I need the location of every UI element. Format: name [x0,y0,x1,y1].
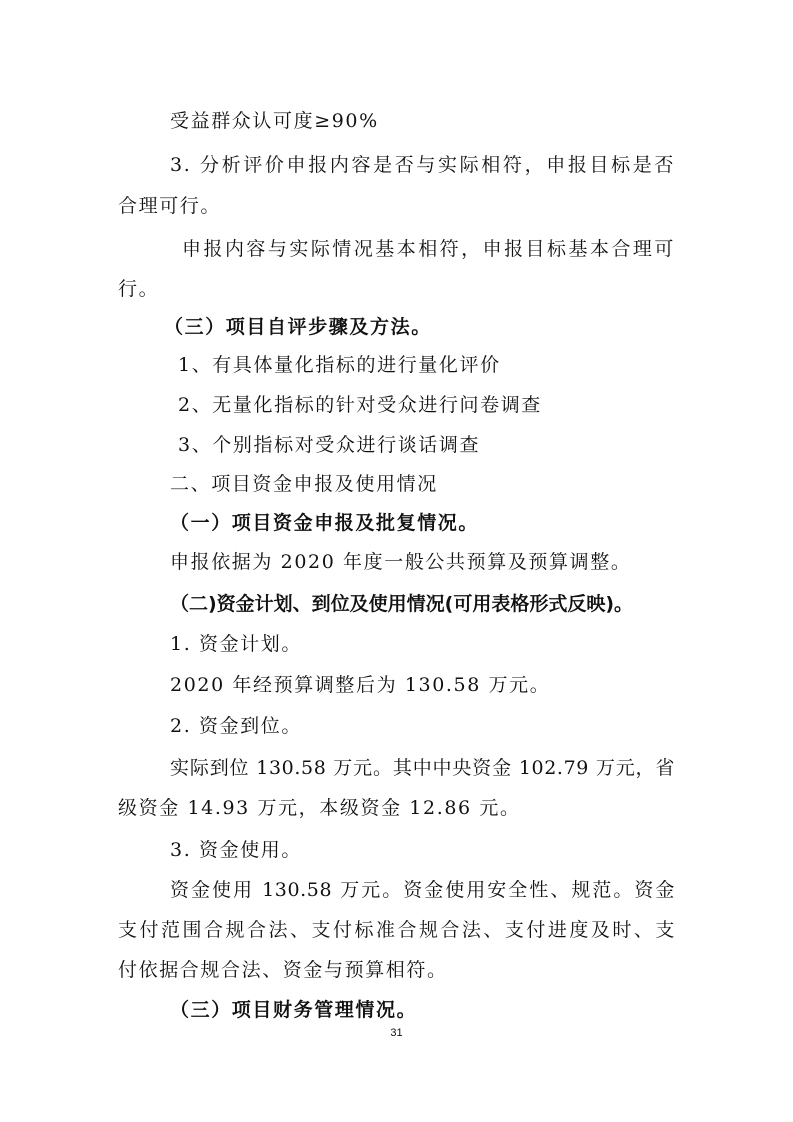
section-heading-fund-application: 二、项目资金申报及使用情况 [170,473,438,495]
text-line-fund-arrival-value [170,755,675,781]
text-line-assessment-content: 申报内容与实际情况基本相符，申报目标基本合理可 [182,238,675,260]
page-number: 31 [390,1027,403,1039]
text-line-beneficiary-approval: 受益群众认可度≥90% [170,110,379,132]
text-line-item-3-analysis [170,152,675,178]
text-line-fund-usage-continued: 付依据合规合法、资金与预算相符。 [118,959,448,981]
subsection-heading-fund-approval: （一）项目资金申报及批复情况。 [170,512,480,534]
text-line-item-3-analysis-content: 3. 分析评价申报内容是否与实际相符，申报目标是否 [170,154,675,176]
text-line-fund-usage-value [170,877,675,903]
list-item-step-3: 3、个别指标对受众进行谈话调查 [178,434,481,456]
text-line-fund-usage-compliance [118,917,675,943]
text-line-fund-arrival-value-content: 实际到位 130.58 万元。其中中央资金 102.79 万元，省 [170,757,675,779]
list-item-step-1: 1、有具体量化指标的进行量化评价 [178,354,501,376]
text-line-fund-usage-value-content: 资金使用 130.58 万元。资金使用安全性、规范。资金 [170,879,675,901]
text-line-fund-plan-label: 1. 资金计划。 [170,633,302,655]
text-line-fund-arrival-continued: 级资金 14.93 万元，本级资金 12.86 元。 [118,797,521,819]
text-line-fund-arrival-label: 2. 资金到位。 [170,715,302,737]
subsection-heading-fund-plan: （二)资金计划、到位及使用情况(可用表格形式反映)。 [170,593,634,615]
section-heading-self-evaluation-steps: （三）项目自评步骤及方法。 [164,316,432,338]
text-line-fund-plan-value: 2020 年经预算调整后为 130.58 万元。 [170,674,551,696]
text-line-application-basis: 申报依据为 2020 年度一般公共预算及预算调整。 [170,551,632,573]
text-line-fund-usage-label: 3. 资金使用。 [170,839,302,861]
list-item-step-2: 2、无量化指标的针对受众进行问卷调查 [178,394,542,416]
text-line-assessment-continued: 行。 [118,278,160,300]
text-line-fund-usage-compliance-content: 支付范围合规合法、支付标准合规合法、支付进度及时、支 [118,919,675,941]
subsection-heading-financial-management: （三）项目财务管理情况。 [170,999,418,1021]
text-line-item-3-continued: 合理可行。 [118,195,222,217]
text-line-assessment [182,236,675,262]
